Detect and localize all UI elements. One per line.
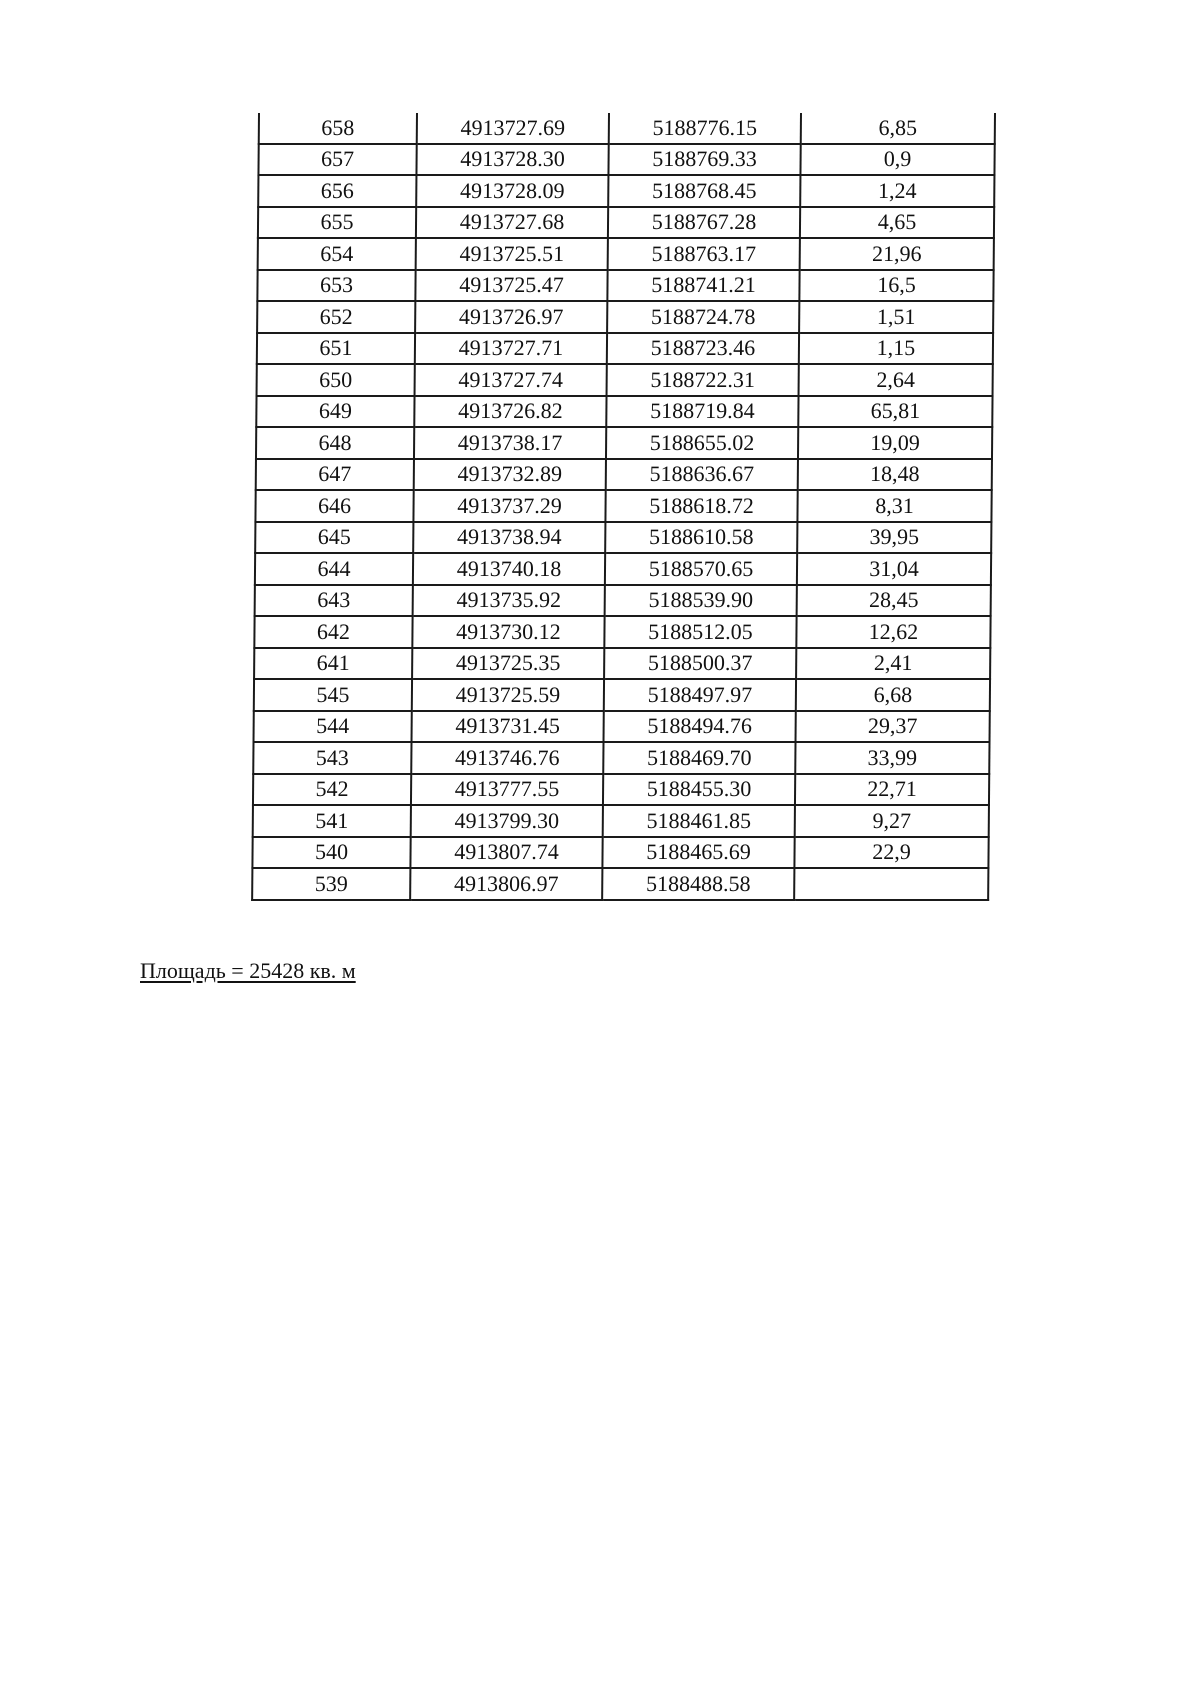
table-row — [257, 301, 993, 333]
segment-length-cell: 22,71 — [795, 774, 989, 806]
table-row — [255, 553, 991, 585]
point-number-cell: 657 — [258, 144, 416, 176]
point-number-cell: 539 — [252, 868, 410, 900]
point-number-cell: 643 — [255, 585, 413, 617]
y-coordinate-cell: 5188719.84 — [606, 396, 798, 428]
table-row — [257, 333, 993, 365]
point-number-cell: 544 — [254, 711, 412, 743]
point-number-cell: 658 — [259, 113, 417, 144]
y-coordinate-cell: 5188539.90 — [605, 585, 797, 617]
segment-length-cell: 2,64 — [799, 364, 993, 396]
x-coordinate-cell: 4913725.35 — [412, 648, 604, 680]
x-coordinate-cell: 4913726.97 — [415, 301, 607, 333]
point-number-cell: 646 — [255, 490, 413, 522]
segment-length-cell: 1,15 — [799, 333, 993, 365]
y-coordinate-cell: 5188488.58 — [602, 868, 794, 900]
segment-length-cell: 22,9 — [794, 837, 988, 869]
table-row — [253, 774, 989, 806]
point-number-cell: 648 — [256, 427, 414, 459]
point-number-cell: 540 — [252, 837, 410, 869]
x-coordinate-cell: 4913806.97 — [410, 868, 602, 900]
segment-length-cell: 31,04 — [797, 553, 991, 585]
point-number-cell: 654 — [258, 238, 416, 270]
x-coordinate-cell: 4913777.55 — [411, 774, 603, 806]
segment-length-cell: 29,37 — [796, 711, 990, 743]
point-number-cell: 653 — [257, 270, 415, 302]
y-coordinate-cell: 5188767.28 — [608, 207, 800, 239]
x-coordinate-cell: 4913727.69 — [417, 113, 609, 144]
table-row — [252, 837, 988, 869]
segment-length-cell: 2,41 — [796, 648, 990, 680]
point-number-cell: 647 — [256, 459, 414, 491]
point-number-cell: 645 — [255, 522, 413, 554]
segment-length-cell: 1,24 — [800, 175, 994, 207]
x-coordinate-cell: 4913807.74 — [410, 837, 602, 869]
x-coordinate-cell: 4913731.45 — [412, 711, 604, 743]
y-coordinate-cell: 5188769.33 — [608, 144, 800, 176]
y-coordinate-cell: 5188722.31 — [607, 364, 799, 396]
x-coordinate-cell: 4913799.30 — [411, 805, 603, 837]
x-coordinate-cell: 4913735.92 — [413, 585, 605, 617]
table-row — [253, 742, 989, 774]
y-coordinate-cell: 5188776.15 — [609, 113, 801, 144]
segment-length-cell: 39,95 — [797, 522, 991, 554]
segment-length-cell: 0,9 — [800, 144, 994, 176]
point-number-cell: 649 — [256, 396, 414, 428]
point-number-cell: 644 — [255, 553, 413, 585]
point-number-cell: 656 — [258, 175, 416, 207]
segment-length-cell — [794, 868, 988, 900]
y-coordinate-cell: 5188465.69 — [602, 837, 794, 869]
y-coordinate-cell: 5188768.45 — [608, 175, 800, 207]
x-coordinate-cell: 4913728.09 — [416, 175, 608, 207]
segment-length-cell: 28,45 — [797, 585, 991, 617]
table-row — [257, 364, 993, 396]
point-number-cell: 655 — [258, 207, 416, 239]
table-row — [254, 648, 990, 680]
table-row — [256, 459, 992, 491]
table-row — [257, 270, 993, 302]
segment-length-cell: 33,99 — [795, 742, 989, 774]
y-coordinate-cell: 5188610.58 — [605, 522, 797, 554]
coordinates-table-body — [252, 113, 995, 900]
point-number-cell: 650 — [257, 364, 415, 396]
segment-length-cell: 8,31 — [797, 490, 991, 522]
segment-length-cell: 21,96 — [800, 238, 994, 270]
y-coordinate-cell: 5188570.65 — [605, 553, 797, 585]
x-coordinate-cell: 4913737.29 — [413, 490, 605, 522]
y-coordinate-cell: 5188455.30 — [603, 774, 795, 806]
x-coordinate-cell: 4913732.89 — [414, 459, 606, 491]
x-coordinate-cell: 4913728.30 — [416, 144, 608, 176]
segment-length-cell: 19,09 — [798, 427, 992, 459]
table-row — [258, 238, 994, 270]
y-coordinate-cell: 5188724.78 — [607, 301, 799, 333]
table-row — [252, 868, 988, 900]
coordinates-table — [251, 113, 996, 901]
table-row — [256, 427, 992, 459]
y-coordinate-cell: 5188618.72 — [605, 490, 797, 522]
y-coordinate-cell: 5188655.02 — [606, 427, 798, 459]
y-coordinate-cell: 5188636.67 — [606, 459, 798, 491]
y-coordinate-cell: 5188494.76 — [604, 711, 796, 743]
x-coordinate-cell: 4913725.59 — [412, 679, 604, 711]
point-number-cell: 545 — [254, 679, 412, 711]
y-coordinate-cell: 5188723.46 — [607, 333, 799, 365]
table-row — [258, 175, 994, 207]
table-row — [254, 616, 990, 648]
x-coordinate-cell: 4913727.68 — [416, 207, 608, 239]
y-coordinate-cell: 5188500.37 — [604, 648, 796, 680]
segment-length-cell: 18,48 — [798, 459, 992, 491]
x-coordinate-cell: 4913725.47 — [415, 270, 607, 302]
y-coordinate-cell: 5188763.17 — [608, 238, 800, 270]
table-row — [253, 805, 989, 837]
table-row — [255, 585, 991, 617]
y-coordinate-cell: 5188469.70 — [603, 742, 795, 774]
point-number-cell: 542 — [253, 774, 411, 806]
point-number-cell: 641 — [254, 648, 412, 680]
segment-length-cell: 6,85 — [801, 113, 995, 144]
segment-length-cell: 1,51 — [799, 301, 993, 333]
table-row — [255, 490, 991, 522]
x-coordinate-cell: 4913725.51 — [416, 238, 608, 270]
x-coordinate-cell: 4913738.17 — [414, 427, 606, 459]
x-coordinate-cell: 4913738.94 — [413, 522, 605, 554]
table-row — [256, 396, 992, 428]
point-number-cell: 651 — [257, 333, 415, 365]
y-coordinate-cell: 5188512.05 — [604, 616, 796, 648]
x-coordinate-cell: 4913730.12 — [412, 616, 604, 648]
x-coordinate-cell: 4913726.82 — [414, 396, 606, 428]
table-row — [259, 113, 995, 144]
x-coordinate-cell: 4913746.76 — [411, 742, 603, 774]
y-coordinate-cell: 5188461.85 — [603, 805, 795, 837]
segment-length-cell: 4,65 — [800, 207, 994, 239]
point-number-cell: 543 — [253, 742, 411, 774]
segment-length-cell: 65,81 — [798, 396, 992, 428]
point-number-cell: 642 — [254, 616, 412, 648]
x-coordinate-cell: 4913727.71 — [415, 333, 607, 365]
table-row — [254, 711, 990, 743]
point-number-cell: 541 — [253, 805, 411, 837]
area-total: Площадь = 25428 кв. м — [140, 958, 356, 983]
x-coordinate-cell: 4913727.74 — [415, 364, 607, 396]
x-coordinate-cell: 4913740.18 — [413, 553, 605, 585]
table-row — [258, 144, 994, 176]
y-coordinate-cell: 5188497.97 — [604, 679, 796, 711]
segment-length-cell: 6,68 — [796, 679, 990, 711]
table-row — [254, 679, 990, 711]
segment-length-cell: 9,27 — [795, 805, 989, 837]
y-coordinate-cell: 5188741.21 — [607, 270, 799, 302]
table-row — [255, 522, 991, 554]
segment-length-cell: 16,5 — [799, 270, 993, 302]
segment-length-cell: 12,62 — [796, 616, 990, 648]
point-number-cell: 652 — [257, 301, 415, 333]
table-row — [258, 207, 994, 239]
